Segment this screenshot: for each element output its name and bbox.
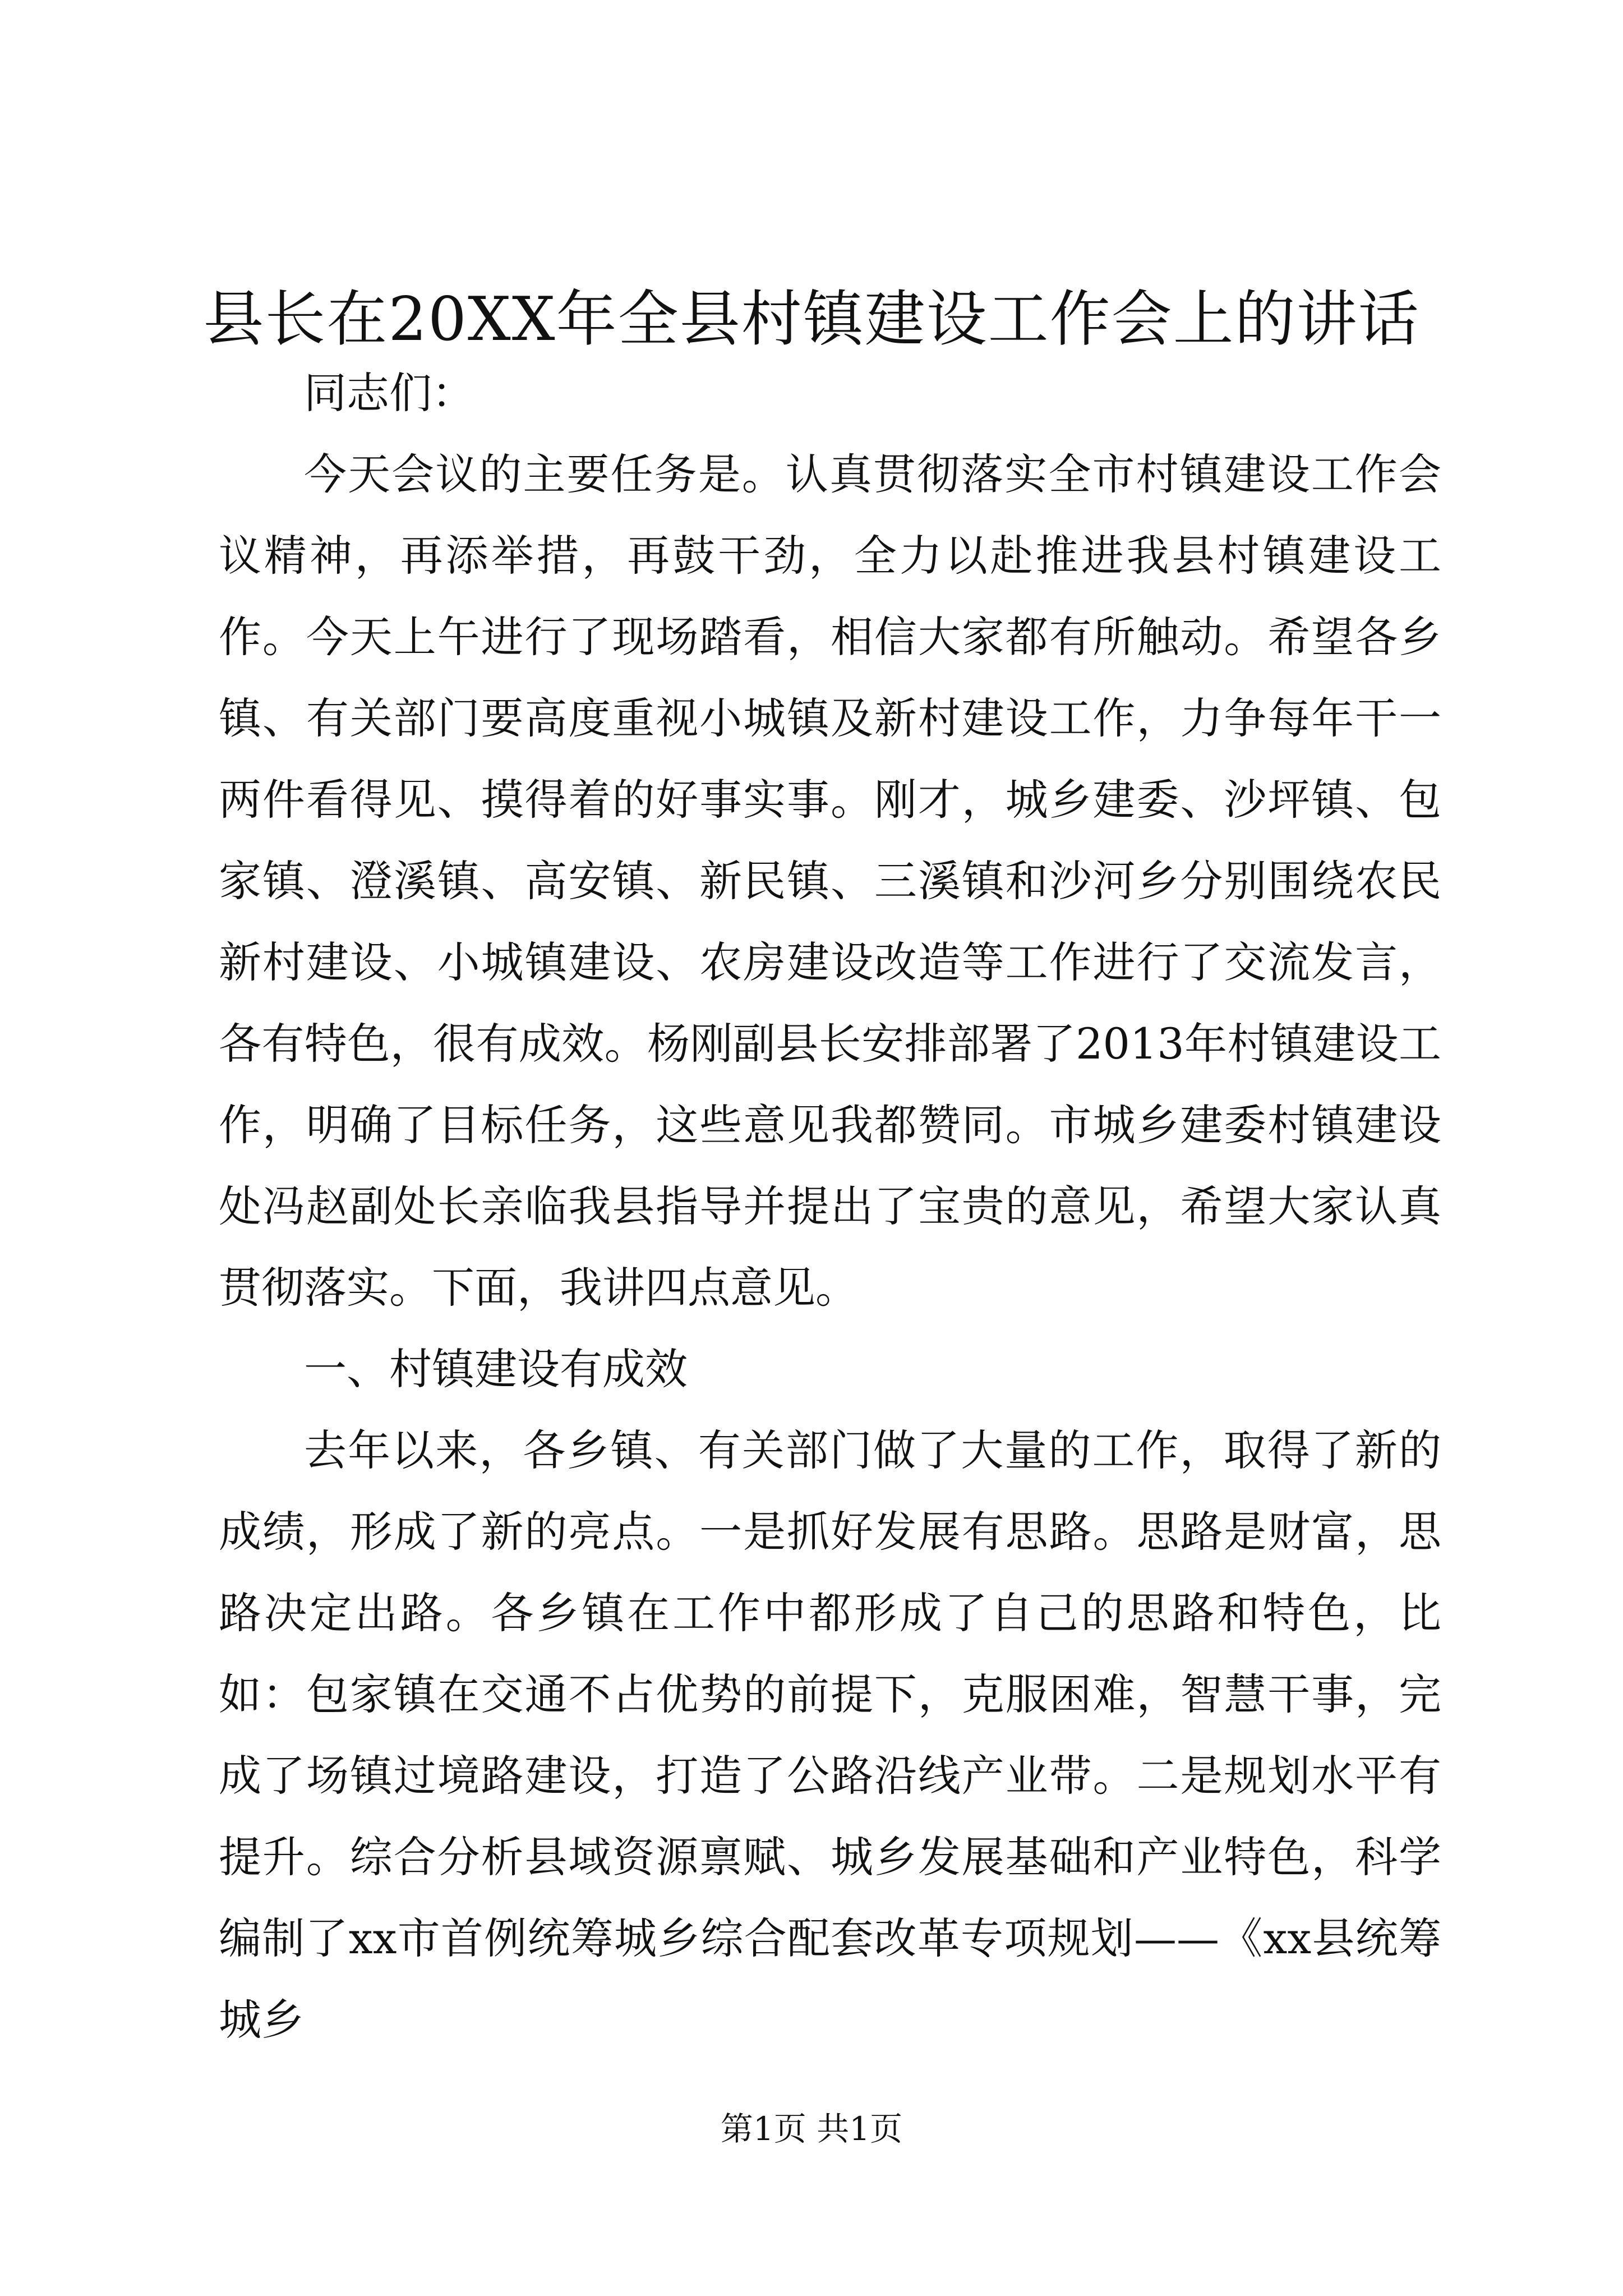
paragraph-achievements: 去年以来，各乡镇、有关部门做了大量的工作，取得了新的成绩，形成了新的亮点。一是抓好发展有思路。思路是财富，思路决定出路。各乡镇在工作中都形成了自己的思路和特色，比如：包家镇在交通不占优势的前提下，克服困难，智慧干事，完成了场镇过境路建设，打造了公路沿线产业带。二是规划水平有提升。综合分析县域资源禀赋、城乡发展基础和产业特色，科学编制了xx市首例统筹城乡综合配套改革专项规划——《xx县统筹城乡 [219, 1425, 1441, 2045]
document-body [219, 352, 1441, 2060]
salutation: 同志们： [304, 368, 474, 418]
document-title: 县长在20XX年全县村镇建设工作会上的讲话 [203, 284, 1420, 355]
page-footer: 第1页 共1页 [720, 2110, 903, 2148]
paragraph-intro: 今天会议的主要任务是。认真贯彻落实全市村镇建设工作会议精神，再添举措，再鼓干劲，全力以赴推进我县村镇建设工作。今天上午进行了现场踏看，相信大家都有所触动。希望各乡镇、有关部门要高度重视小城镇及新村建设工作，力争每年干一两件看得见、摸得着的好事实事。刚才，城乡建委、沙坪镇、包家镇、澄溪镇、高安镇、新民镇、三溪镇和沙河乡分别围绕农民新村建设、小城镇建设、农房建设改造等工作进行了交流发言，各有特色，很有成效。杨刚副县长安排部署了2013年村镇建设工作，明确了目标任务，这些意见我都赞同。市城乡建委村镇建设处冯赵副处长亲临我县指导并提出了宝贵的意见，希望大家认真贯彻落实。下面，我讲四点意见。 [219, 449, 1441, 1313]
section-heading-1: 一、村镇建设有成效 [304, 1344, 688, 1394]
